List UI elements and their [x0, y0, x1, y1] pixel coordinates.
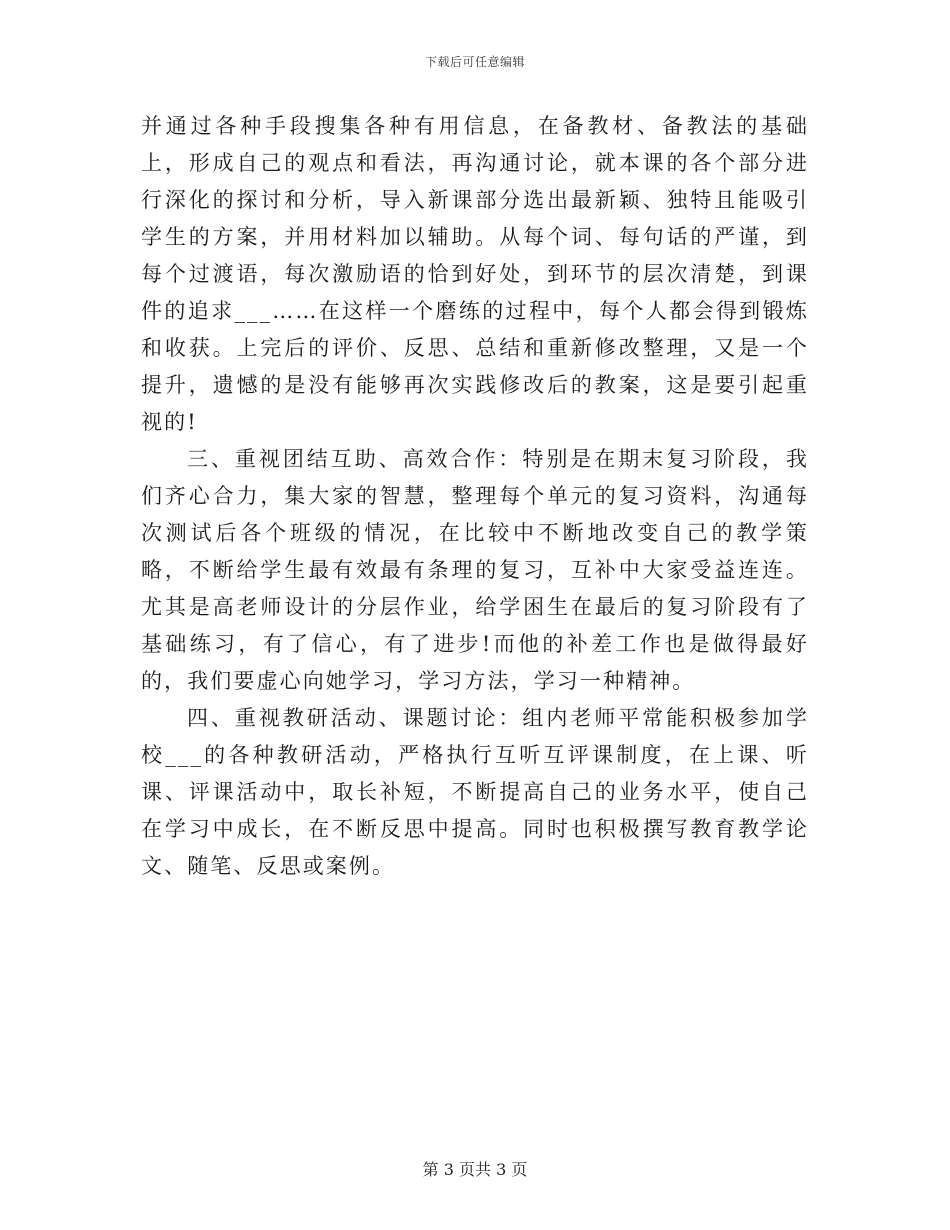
- page-number: 第 3 页共 3 页: [422, 1160, 528, 1179]
- header-note: 下载后可任意编辑: [424, 55, 525, 69]
- paragraph-section-three: 三、重视团结互助、高效合作：特别是在期末复习阶段，我们齐心合力，集大家的智慧，整理每个单元的复习资料，沟通每次测试后各个班级的情况，在比较中不断地改变自己的教学策略，不断给学生最有效最有条理的复习，互补中大家受益连连。尤其是高老师设计的分层作业，给学困生在最后的复习阶段有了基础练习，有了信心，有了进步!而他的补差工作也是做得最好的，我们要虚心向她学习，学习方法，学习一种精神。: [141, 447, 809, 693]
- document-body: [141, 108, 809, 885]
- paragraph-continuation: 并通过各种手段搜集各种有用信息，在备教材、备教法的基础上，形成自己的观点和看法，再沟通讨论，就本课的各个部分进行深化的探讨和分析，导入新课部分选出最新颖、独特且能吸引学生的方案，并用材料加以辅助。从每个词、每句话的严谨，到每个过渡语，每次激励语的恰到好处，到环节的层次清楚，到课件的追求___……在这样一个磨练的过程中，每个人都会得到锻炼和收获。上完后的评价、反思、总结和重新修改整理，又是一个提升，遗憾的是没有能够再次实践修改后的教案，这是要引起重视的!: [141, 114, 809, 434]
- paragraph-section-four: 四、重视教研活动、课题讨论：组内老师平常能积极参加学校___的各种教研活动，严格执行互听互评课制度，在上课、听课、评课活动中，取长补短，不断提高自己的业务水平，使自己在学习中成长，在不断反思中提高。同时也积极撰写教育教学论文、随笔、反思或案例。: [141, 706, 809, 878]
